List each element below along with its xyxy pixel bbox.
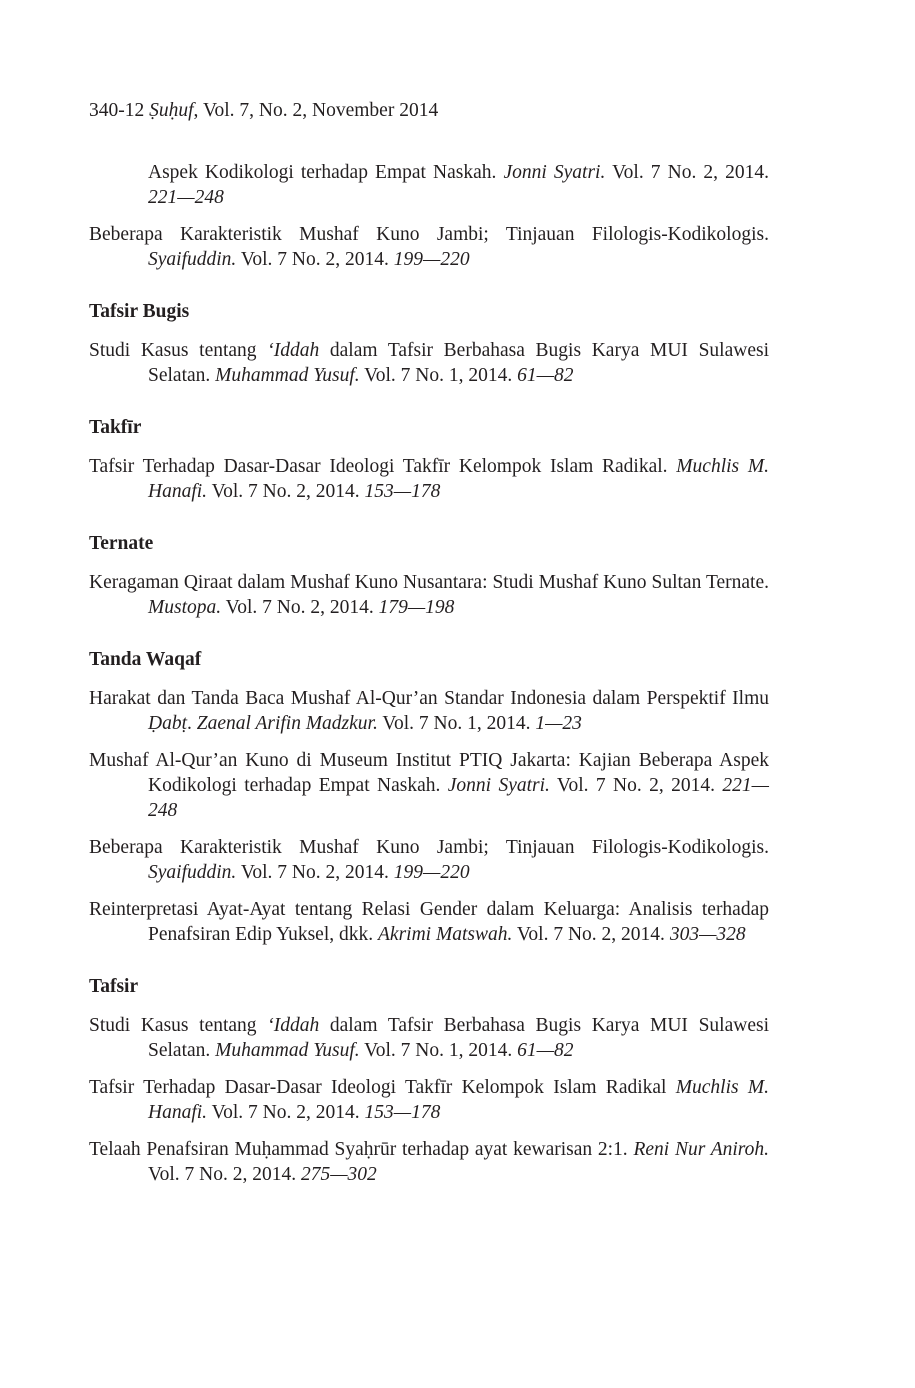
entry-text: Vol. 7 No. 2, 2014.	[512, 924, 670, 945]
entry-text: Vol. 7 No. 2, 2014.	[605, 162, 770, 183]
entry-text: Reinterpretasi Ayat-Ayat tentang Relasi Gender dalam Keluarga: Analisis terhadap Penafsiran Edip Yuksel, dkk.	[89, 899, 769, 945]
index-entry	[89, 570, 769, 620]
entry-text: Tafsir Terhadap Dasar-Dasar Ideologi Takfīr Kelompok Islam Radikal	[89, 1077, 676, 1098]
index-entry	[89, 897, 769, 947]
index-entry	[89, 160, 769, 210]
entry-text: Telaah Penafsiran Muḥammad Syaḥrūr terhadap ayat kewarisan 2:1.	[89, 1139, 634, 1160]
entry-text: Aspek Kodikologi terhadap Empat Naskah.	[148, 162, 504, 183]
index-entry	[89, 338, 769, 388]
entry-italic-text: 275—302	[300, 1164, 377, 1185]
journal-issue: , Vol. 7, No. 2, November 2014	[193, 100, 439, 121]
running-head	[89, 98, 438, 124]
entry-text: Studi Kasus tentang	[89, 1015, 268, 1036]
section-heading: Tafsir	[89, 976, 139, 997]
entry-text: Harakat dan Tanda Baca Mushaf Al-Qur’an Standar Indonesia dalam Perspektif Ilmu	[89, 688, 769, 709]
index-entry	[89, 686, 769, 736]
entry-italic-text: 303—328	[669, 924, 746, 945]
entry-text: Vol. 7 No. 2, 2014.	[207, 1102, 365, 1123]
entry-italic-text: 61—82	[517, 365, 574, 386]
entry-italic-text: 61—82	[517, 1040, 574, 1061]
entry-text: Tafsir Terhadap Dasar-Dasar Ideologi Takfīr Kelompok Islam Radikal.	[89, 456, 677, 477]
section-heading: Ternate	[89, 533, 154, 554]
entry-italic-text: Reni Nur Aniroh.	[633, 1139, 770, 1160]
journal-name: Ṣuḥuf	[149, 100, 194, 121]
entry-text: Beberapa Karakteristik Mushaf Kuno Jambi; Tinjauan Filologis-Kodikologis.	[89, 224, 769, 245]
entry-italic-text: Jonni Syatri.	[447, 775, 550, 796]
index-entry	[89, 1137, 769, 1187]
entry-italic-text: Muhammad Yusuf.	[215, 365, 360, 386]
entry-italic-text: 179—198	[378, 597, 455, 618]
entry-italic-text: ‘Iddah	[267, 1015, 320, 1036]
entry-text: Vol. 7 No. 2, 2014.	[148, 1164, 301, 1185]
index-entry	[89, 748, 769, 823]
entry-italic-text: 199—220	[393, 862, 470, 883]
index-entry	[89, 454, 769, 504]
entry-italic-text: 1—23	[535, 713, 582, 734]
entry-italic-text: Muchlis M. Hanafi.	[148, 1077, 769, 1123]
entry-italic-text: Mustopa.	[148, 597, 222, 618]
entry-italic-text: 153—178	[364, 481, 441, 502]
entry-text: Keragaman Qiraat dalam Mushaf Kuno Nusantara: Studi Mushaf Kuno Sultan Ternate.	[89, 572, 769, 593]
entry-text: Studi Kasus tentang	[89, 340, 268, 361]
entry-text: dalam Tafsir Berbahasa Bugis Karya MUI Sulawesi Selatan.	[148, 1015, 769, 1061]
index-entry	[89, 1075, 769, 1125]
entry-italic-text: Ḍabṭ	[148, 713, 187, 734]
entry-text: Vol. 7 No. 2, 2014.	[549, 775, 723, 796]
index-content	[89, 160, 769, 1199]
entry-italic-text: Muchlis M. Hanafi.	[148, 456, 769, 502]
index-entry	[89, 1013, 769, 1063]
entry-text: Vol. 7 No. 2, 2014.	[207, 481, 365, 502]
entry-text: Vol. 7 No. 1, 2014.	[359, 1040, 518, 1061]
entry-italic-text: ‘Iddah	[267, 340, 320, 361]
entry-text: Vol. 7 No. 2, 2014.	[236, 862, 394, 883]
entry-text: Vol. 7 No. 2, 2014.	[221, 597, 379, 618]
entry-text: Beberapa Karakteristik Mushaf Kuno Jambi; Tinjauan Filologis-Kodikologis.	[89, 837, 769, 858]
entry-italic-text: 221—248	[148, 775, 769, 821]
section-heading: Tanda Waqaf	[89, 649, 202, 670]
entry-italic-text: Jonni Syatri.	[503, 162, 606, 183]
entry-italic-text: Zaenal Arifin Madzkur.	[196, 713, 378, 734]
section-heading: Tafsir Bugis	[89, 301, 190, 322]
index-entry	[89, 835, 769, 885]
entry-italic-text: Muhammad Yusuf.	[215, 1040, 360, 1061]
entry-italic-text: 199—220	[393, 249, 470, 270]
entry-text: Vol. 7 No. 2, 2014.	[236, 249, 394, 270]
entry-italic-text: 153—178	[364, 1102, 441, 1123]
entry-text: Vol. 7 No. 1, 2014.	[359, 365, 518, 386]
index-entry	[89, 222, 769, 272]
entry-italic-text: Akrimi Matswah.	[378, 924, 513, 945]
entry-italic-text: 221—248	[148, 187, 224, 208]
entry-text: .	[187, 713, 197, 734]
entry-text: Vol. 7 No. 1, 2014.	[377, 713, 536, 734]
section-heading: Takfīr	[89, 417, 142, 438]
entry-text: Mushaf Al-Qur’an Kuno di Museum Institut PTIQ Jakarta: Kajian Beberapa Aspek Kodikologi terhadap Empat Naskah.	[89, 750, 769, 796]
entry-italic-text: Syaifuddin.	[148, 249, 237, 270]
entry-italic-text: Syaifuddin.	[148, 862, 237, 883]
page-number: 340-12	[89, 100, 145, 121]
entry-text: dalam Tafsir Berbahasa Bugis Karya MUI Sulawesi Selatan.	[148, 340, 769, 386]
